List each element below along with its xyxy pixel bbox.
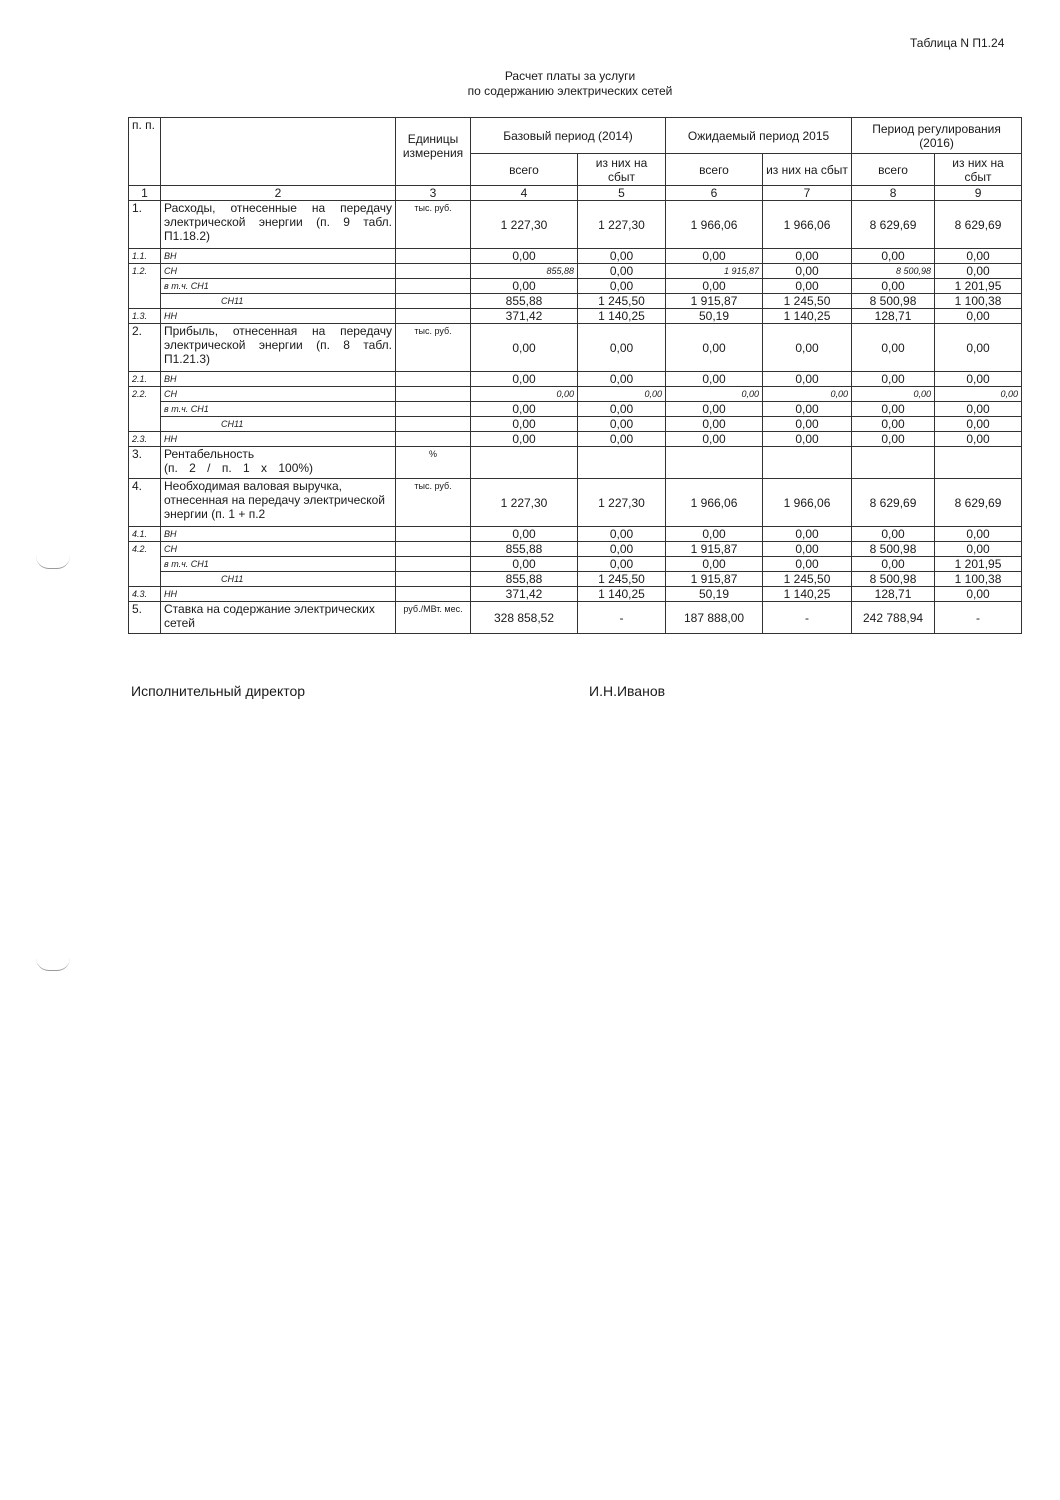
row-name: СН11 <box>161 294 396 309</box>
value-cell: 1 245,50 <box>578 572 666 587</box>
header-expected-period: Ожидаемый период 2015 <box>666 118 852 154</box>
header-sales-base: из них на сбыт <box>578 154 666 186</box>
value-cell: 1 227,30 <box>471 201 578 249</box>
row-number: 2.1. <box>129 372 161 387</box>
row-number: 2. <box>129 324 161 372</box>
column-number: 9 <box>935 186 1022 201</box>
value-cell: 1 245,50 <box>763 294 852 309</box>
value-cell: 1 140,25 <box>763 309 852 324</box>
row-unit <box>396 249 471 264</box>
table-row <box>129 572 1022 587</box>
value-cell: 855,88 <box>471 542 578 557</box>
value-cell: 0,00 <box>763 432 852 447</box>
value-cell: 1 915,87 <box>666 264 763 279</box>
title-line-1: Расчет платы за услуги <box>504 69 636 83</box>
table-row <box>129 249 1022 264</box>
column-number: 8 <box>852 186 935 201</box>
value-cell: 8 500,98 <box>852 542 935 557</box>
value-cell: 0,00 <box>763 279 852 294</box>
row-name: НН <box>161 432 396 447</box>
row-name-line: Рентабельность <box>164 447 255 461</box>
value-cell: 0,00 <box>852 417 935 432</box>
column-number: 7 <box>763 186 852 201</box>
value-cell: 0,00 <box>935 372 1022 387</box>
table-row <box>129 417 1022 432</box>
value-cell: 0,00 <box>471 557 578 572</box>
value-cell: 0,00 <box>471 279 578 294</box>
row-unit <box>396 387 471 402</box>
column-number: 6 <box>666 186 763 201</box>
value-cell: 0,00 <box>935 324 1022 372</box>
value-cell: 0,00 <box>852 527 935 542</box>
row-name: в т.ч. СН1 <box>161 557 396 572</box>
table-row <box>129 447 1022 479</box>
row-name: Ставка на содержание электрических сетей <box>161 602 396 634</box>
header-name <box>161 118 396 186</box>
table-row <box>129 279 1022 294</box>
value-cell: 1 100,38 <box>935 572 1022 587</box>
value-cell: 0,00 <box>852 432 935 447</box>
value-cell: - <box>578 602 666 634</box>
value-cell: 1 245,50 <box>578 294 666 309</box>
value-cell: 1 915,87 <box>666 542 763 557</box>
value-cell: 0,00 <box>578 417 666 432</box>
row-name: СН <box>161 387 396 402</box>
row-number: 2.3. <box>129 432 161 447</box>
column-number: 3 <box>396 186 471 201</box>
row-unit <box>396 557 471 572</box>
value-cell: 0,00 <box>578 432 666 447</box>
document-title <box>380 69 760 99</box>
row-name: в т.ч. СН1 <box>161 402 396 417</box>
header-base-period: Базовый период (2014) <box>471 118 666 154</box>
row-unit <box>396 264 471 279</box>
row-name <box>161 447 396 479</box>
value-cell: 128,71 <box>852 587 935 602</box>
value-cell: 0,00 <box>935 432 1022 447</box>
row-name: ВН <box>161 249 396 264</box>
value-cell: 0,00 <box>578 402 666 417</box>
value-cell: 1 966,06 <box>763 479 852 527</box>
row-name: Расходы, отнесенные на передачу электрической энергии (п. 9 табл. П1.18.2) <box>161 201 396 249</box>
value-cell: 128,71 <box>852 309 935 324</box>
row-unit <box>396 372 471 387</box>
value-cell: 0,00 <box>763 324 852 372</box>
row-unit <box>396 572 471 587</box>
value-cell: 0,00 <box>763 402 852 417</box>
value-cell: 0,00 <box>763 372 852 387</box>
value-cell: 8 629,69 <box>935 479 1022 527</box>
table-row <box>129 264 1022 279</box>
value-cell: 1 966,06 <box>763 201 852 249</box>
value-cell <box>578 447 666 479</box>
row-number: 5. <box>129 602 161 634</box>
value-cell: 0,00 <box>471 402 578 417</box>
row-unit: руб./МВт. мес. <box>396 602 471 634</box>
table-row <box>129 542 1022 557</box>
value-cell <box>471 447 578 479</box>
value-cell: 1 140,25 <box>578 309 666 324</box>
punch-hole-mark <box>36 958 70 971</box>
title-line-2: по содержанию электрических сетей <box>467 84 673 98</box>
value-cell: 1 245,50 <box>763 572 852 587</box>
punch-hole-mark <box>36 556 70 569</box>
value-cell: 0,00 <box>666 402 763 417</box>
value-cell: 371,42 <box>471 587 578 602</box>
row-number: 1. <box>129 201 161 249</box>
value-cell: 0,00 <box>852 249 935 264</box>
value-cell <box>852 447 935 479</box>
header-total-expected: всего <box>666 154 763 186</box>
table-row <box>129 387 1022 402</box>
calculation-table <box>128 117 1022 634</box>
row-name: ВН <box>161 527 396 542</box>
value-cell: 8 629,69 <box>935 201 1022 249</box>
value-cell: 1 227,30 <box>578 201 666 249</box>
value-cell: 1 966,06 <box>666 201 763 249</box>
signature-role: Исполнительный директор <box>131 683 306 699</box>
row-unit: тыс. руб. <box>396 479 471 527</box>
value-cell: 855,88 <box>471 264 578 279</box>
value-cell: 371,42 <box>471 309 578 324</box>
table-row <box>129 602 1022 634</box>
value-cell: 0,00 <box>763 542 852 557</box>
value-cell: 0,00 <box>471 527 578 542</box>
value-cell: 1 227,30 <box>471 479 578 527</box>
value-cell: 0,00 <box>763 527 852 542</box>
table-row <box>129 402 1022 417</box>
header-total-regulation: всего <box>852 154 935 186</box>
value-cell: 855,88 <box>471 572 578 587</box>
value-cell: 328 858,52 <box>471 602 578 634</box>
row-number: 2.2. <box>129 387 161 432</box>
value-cell: 0,00 <box>471 372 578 387</box>
value-cell: 0,00 <box>935 587 1022 602</box>
row-number: 1.2. <box>129 264 161 309</box>
value-cell: 187 888,00 <box>666 602 763 634</box>
value-cell: 50,19 <box>666 309 763 324</box>
table-row <box>129 372 1022 387</box>
column-number: 4 <box>471 186 578 201</box>
table-label: Таблица N П1.24 <box>910 36 1005 50</box>
value-cell: 8 629,69 <box>852 201 935 249</box>
value-cell: 0,00 <box>852 372 935 387</box>
row-number: 4.2. <box>129 542 161 587</box>
value-cell: 0,00 <box>763 387 852 402</box>
value-cell: 1 227,30 <box>578 479 666 527</box>
value-cell: 242 788,94 <box>852 602 935 634</box>
value-cell: 0,00 <box>666 527 763 542</box>
header-regulation-period: Период регулирования (2016) <box>852 118 1022 154</box>
value-cell: 1 966,06 <box>666 479 763 527</box>
row-name: Прибыль, отнесенная на передачу электрической энергии (п. 8 табл. П1.21.3) <box>161 324 396 372</box>
value-cell: 0,00 <box>666 279 763 294</box>
table-row <box>129 557 1022 572</box>
value-cell: 0,00 <box>578 279 666 294</box>
value-cell: 0,00 <box>578 527 666 542</box>
row-number: 4.3. <box>129 587 161 602</box>
value-cell: 8 500,98 <box>852 572 935 587</box>
row-unit <box>396 542 471 557</box>
row-unit <box>396 527 471 542</box>
value-cell: 0,00 <box>578 387 666 402</box>
value-cell: 0,00 <box>763 249 852 264</box>
row-number: 1.3. <box>129 309 161 324</box>
value-cell: 0,00 <box>935 542 1022 557</box>
row-number: 1.1. <box>129 249 161 264</box>
value-cell: 0,00 <box>852 324 935 372</box>
value-cell: 0,00 <box>666 372 763 387</box>
value-cell: 0,00 <box>852 402 935 417</box>
value-cell: 0,00 <box>578 249 666 264</box>
value-cell: 1 201,95 <box>935 557 1022 572</box>
value-cell: 0,00 <box>935 402 1022 417</box>
value-cell: 1 915,87 <box>666 572 763 587</box>
row-name: Необходимая валовая выручка, отнесенная на передачу электрической энергии (п. 1 + п.2 <box>161 479 396 527</box>
value-cell: 0,00 <box>935 417 1022 432</box>
row-unit <box>396 294 471 309</box>
value-cell <box>666 447 763 479</box>
value-cell: 0,00 <box>852 279 935 294</box>
row-unit <box>396 279 471 294</box>
signature-name: И.Н.Иванов <box>589 683 666 699</box>
column-number: 1 <box>129 186 161 201</box>
value-cell: 0,00 <box>935 527 1022 542</box>
column-number: 5 <box>578 186 666 201</box>
row-unit <box>396 402 471 417</box>
row-name: СН11 <box>161 572 396 587</box>
row-unit: % <box>396 447 471 479</box>
value-cell <box>763 447 852 479</box>
value-cell: 0,00 <box>666 557 763 572</box>
table-row <box>129 201 1022 249</box>
table-row <box>129 479 1022 527</box>
value-cell: 50,19 <box>666 587 763 602</box>
header-sales-expected: из них на сбыт <box>763 154 852 186</box>
value-cell: 0,00 <box>666 324 763 372</box>
row-name: СН <box>161 264 396 279</box>
table-row <box>129 432 1022 447</box>
table-row <box>129 309 1022 324</box>
value-cell: 8 500,98 <box>852 264 935 279</box>
value-cell: 0,00 <box>578 557 666 572</box>
value-cell: 0,00 <box>935 309 1022 324</box>
value-cell: 0,00 <box>471 387 578 402</box>
header-row-1 <box>129 118 1022 154</box>
header-sales-regulation: из них на сбыт <box>935 154 1022 186</box>
value-cell: 0,00 <box>763 557 852 572</box>
row-unit <box>396 309 471 324</box>
row-number: 3. <box>129 447 161 479</box>
header-pp: п. п. <box>129 118 161 186</box>
row-name: НН <box>161 587 396 602</box>
row-unit: тыс. руб. <box>396 324 471 372</box>
header-total-base: всего <box>471 154 578 186</box>
row-unit <box>396 417 471 432</box>
table-row <box>129 324 1022 372</box>
value-cell <box>935 447 1022 479</box>
value-cell: 0,00 <box>666 417 763 432</box>
value-cell: 1 915,87 <box>666 294 763 309</box>
value-cell: 0,00 <box>935 264 1022 279</box>
row-number: 4. <box>129 479 161 527</box>
value-cell: 8 500,98 <box>852 294 935 309</box>
value-cell: 0,00 <box>935 249 1022 264</box>
value-cell: 0,00 <box>852 557 935 572</box>
header-units: Единицы измерения <box>396 118 471 186</box>
value-cell: 0,00 <box>471 324 578 372</box>
value-cell: 855,88 <box>471 294 578 309</box>
row-name: СН11 <box>161 417 396 432</box>
value-cell: 0,00 <box>935 387 1022 402</box>
value-cell: 0,00 <box>578 264 666 279</box>
value-cell: 1 140,25 <box>763 587 852 602</box>
value-cell: 0,00 <box>763 417 852 432</box>
value-cell: 0,00 <box>578 542 666 557</box>
value-cell: - <box>763 602 852 634</box>
value-cell: 0,00 <box>578 372 666 387</box>
row-name: НН <box>161 309 396 324</box>
row-unit: тыс. руб. <box>396 201 471 249</box>
value-cell: 0,00 <box>763 264 852 279</box>
row-name: ВН <box>161 372 396 387</box>
row-unit <box>396 587 471 602</box>
column-numbers-row <box>129 186 1022 201</box>
value-cell: 0,00 <box>666 432 763 447</box>
value-cell: 1 140,25 <box>578 587 666 602</box>
row-number: 4.1. <box>129 527 161 542</box>
row-name: в т.ч. СН1 <box>161 279 396 294</box>
value-cell: 1 100,38 <box>935 294 1022 309</box>
column-number: 2 <box>161 186 396 201</box>
row-unit <box>396 432 471 447</box>
table-row <box>129 527 1022 542</box>
value-cell: 0,00 <box>471 417 578 432</box>
value-cell: 0,00 <box>852 387 935 402</box>
value-cell: 1 201,95 <box>935 279 1022 294</box>
value-cell: 0,00 <box>578 324 666 372</box>
value-cell: 0,00 <box>666 249 763 264</box>
table-row <box>129 294 1022 309</box>
row-name: СН <box>161 542 396 557</box>
value-cell: 0,00 <box>666 387 763 402</box>
table-row <box>129 587 1022 602</box>
value-cell: 0,00 <box>471 432 578 447</box>
value-cell: - <box>935 602 1022 634</box>
row-name-line: (п. 2 / п. 1 х 100%) <box>164 461 314 475</box>
value-cell: 8 629,69 <box>852 479 935 527</box>
value-cell: 0,00 <box>471 249 578 264</box>
